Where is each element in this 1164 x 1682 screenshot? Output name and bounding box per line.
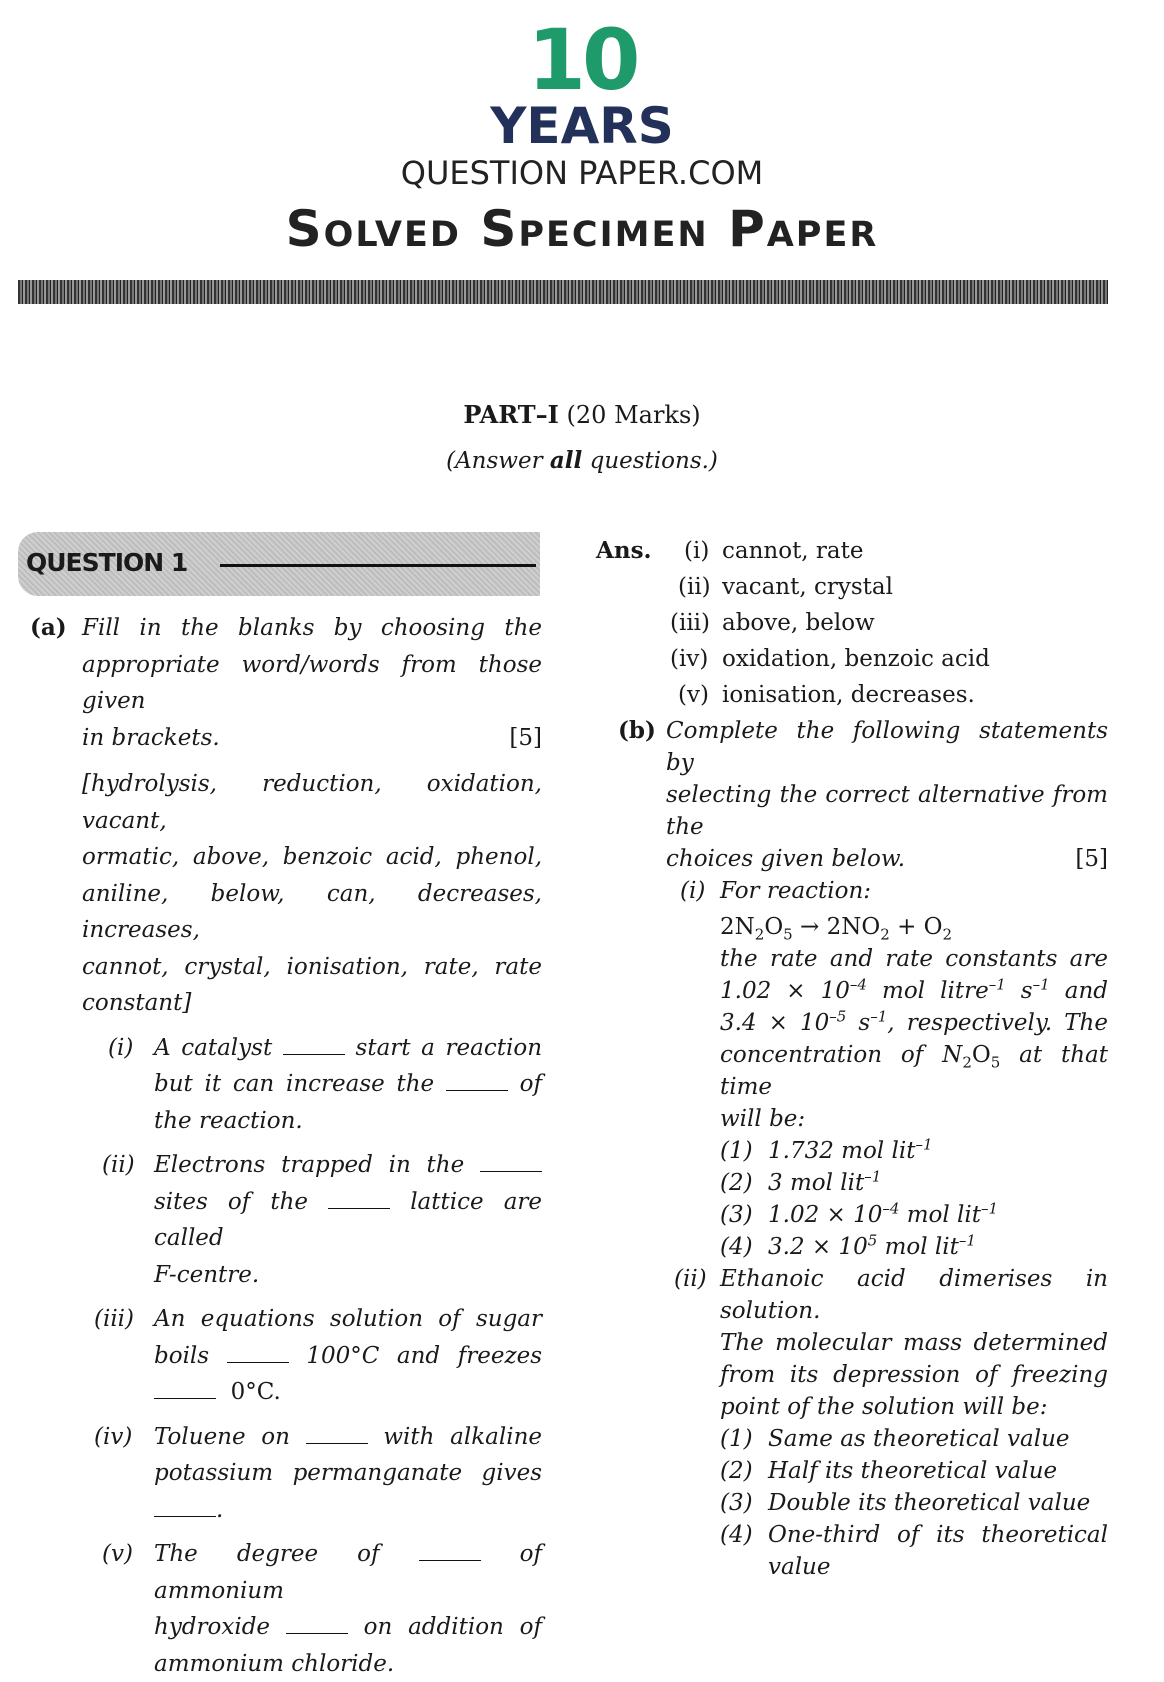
text-fragment: mol lit [877,1234,959,1260]
fill-item-i [30,1030,542,1140]
fill-item-iii [30,1301,542,1411]
answer-label: (v) [678,677,709,713]
question-a-label: (a) [30,610,67,647]
text-fragment: Same as theoretical value [768,1426,1070,1452]
mcq-option [720,1455,1108,1487]
mcq-option [720,1487,1108,1519]
text-fragment: s [846,1010,870,1036]
answer-text: vacant, crystal [722,574,893,600]
text-fragment: One-third of its theoretical [768,1519,1108,1551]
blank [154,1380,216,1399]
item-text: Toluene on [154,1424,290,1450]
mcq-option [720,1423,1108,1455]
item-text: 100°C and freezes [306,1343,542,1369]
blank [446,1072,508,1091]
text-fragment: Double its theoretical value [768,1490,1090,1516]
part-instruction [0,446,1164,476]
item-line [154,1184,542,1257]
item-line: the reaction. [154,1103,542,1140]
mcq-option [720,1231,1108,1263]
item-line: F-centre. [154,1257,542,1294]
mcq-label: (i) [680,875,705,907]
mcq-line: will be: [720,1103,1108,1135]
blank [227,1344,289,1363]
text-fragment: (2) [720,1167,753,1199]
text-fragment: 5 [991,1054,1001,1072]
answer-label: (iii) [670,605,710,641]
text-fragment: , respectively. The [887,1010,1108,1036]
text-fragment: –1 [1033,975,1050,993]
answer-label: (i) [684,533,709,569]
item-text: of [520,1071,542,1097]
word-bank-line: aniline, below, can, decreases, increases, [82,876,542,949]
item-label: (v) [102,1536,133,1573]
item-label: (iv) [94,1419,132,1456]
part-heading [0,400,1164,430]
question-b-line3: choices given below. [666,846,905,872]
logo-site-name: QUESTION PAPER.COM [0,155,1164,191]
word-bank-line: cannot, crystal, ionisation, rate, rate [82,949,542,986]
item-line [154,1066,542,1103]
text-fragment: (4) [720,1519,753,1551]
answer-label: (iv) [670,641,708,677]
text-fragment: 1.02 × 10 [768,1202,882,1228]
question-a [30,610,542,1022]
text-fragment: (3) [720,1487,753,1519]
item-text: The degree of [154,1541,380,1567]
mcq-i [666,875,1108,1263]
question-b-marks: [5] [1075,843,1108,875]
item-line [154,1374,542,1411]
item-text: of ammonium [154,1541,542,1604]
blank [283,1036,345,1055]
item-text: . [216,1497,223,1523]
item-line [154,1492,542,1529]
answer-text: oxidation, benzoic acid [722,646,990,672]
text-fragment: O [764,914,783,940]
text-fragment: 3.2 × 10 [768,1234,868,1260]
mcq-option [720,1167,1108,1199]
logo-number: 10 [0,18,1164,102]
text-fragment: 1.02 × 10 [720,978,850,1004]
fill-item-iv [30,1419,542,1529]
mcq-line [720,975,1108,1007]
text-fragment: → 2NO [793,914,881,940]
question-b-line [666,843,1108,875]
fill-item-ii [30,1147,542,1293]
fill-item-v [30,1536,542,1682]
answers-label: Ans. [596,533,652,569]
right-column [596,533,1108,1583]
item-text: A catalyst [154,1035,272,1061]
text-fragment: –1 [959,1231,976,1249]
item-text: but it can increase the [154,1071,434,1097]
answer-text: ionisation, decreases. [722,682,975,708]
item-label: (ii) [102,1147,135,1184]
question-heading: QUESTION 1 [26,548,187,577]
item-line: potassium permanganate gives [154,1455,542,1492]
text-fragment: 5 [783,926,793,944]
question-b-line: selecting the correct alternative from the [666,779,1108,843]
text-fragment: at that time [720,1042,1108,1100]
blank [480,1153,542,1172]
mcq-option [720,1519,1108,1583]
logo-years: YEARS [0,100,1164,152]
text-fragment: –1 [870,1007,887,1025]
mcq-line: Ethanoic acid dimerises in solution. [720,1263,1108,1327]
question-heading-bar [18,532,540,596]
text-fragment: (2) [720,1455,753,1487]
item-text: with alkaline [383,1424,542,1450]
mcq-line: from its depression of freezing [720,1359,1108,1391]
item-text: Electrons trapped in the [154,1152,464,1178]
text-fragment: concentration of N [720,1042,962,1068]
word-bank-line: constant] [82,985,542,1022]
text-fragment: value [768,1551,1108,1583]
question-a-line: Fill in the blanks by choosing the [82,610,542,647]
text-fragment: (1) [720,1135,753,1167]
text-fragment: –1 [864,1167,881,1185]
mcq-line: The molecular mass determined [720,1327,1108,1359]
item-line [154,1536,542,1609]
text-fragment: 2 [943,926,953,944]
blank [306,1425,368,1444]
question-b [596,715,1108,1583]
part-marks: (20 Marks) [567,401,701,429]
item-line: An equations solution of sugar [154,1301,542,1338]
text-fragment: –4 [882,1199,899,1217]
answer-label: (ii) [678,569,711,605]
blank [286,1615,348,1634]
mcq-option [720,1135,1108,1167]
text-fragment: 3 mol lit [768,1170,864,1196]
answer-item [684,533,1108,569]
text-fragment: (4) [720,1231,753,1263]
text-fragment: –1 [981,1199,998,1217]
text-fragment: 1.732 mol lit [768,1138,915,1164]
answer-item [684,605,1108,641]
answers [596,533,1108,713]
item-line [154,1609,542,1646]
item-line [154,1030,542,1067]
blank [154,1498,216,1517]
text-fragment: –5 [829,1007,846,1025]
item-line: ammonium chloride. [154,1646,542,1682]
text-fragment: –1 [989,975,1006,993]
question-a-line3: in brackets. [82,725,220,751]
text-fragment: and [1050,978,1108,1004]
text-fragment: O [972,1042,991,1068]
instruction-bold: all [550,447,582,474]
answer-item [684,677,1108,713]
text-fragment: mol lit [899,1202,981,1228]
text-fragment: Half its theoretical value [768,1458,1057,1484]
item-line [154,1147,542,1184]
word-bank-line: [hydrolysis, reduction, oxidation, vacant, [82,766,542,839]
mcq-line [720,1039,1108,1103]
item-text: start a reaction [356,1035,542,1061]
instruction-prefix: (Answer [446,448,550,474]
item-text: lattice are called [154,1189,542,1252]
answer-item [684,641,1108,677]
question-a-line: appropriate word/words from those given [82,647,542,720]
answer-text: above, below [722,610,875,636]
mcq-option [720,1199,1108,1231]
word-bank-line: ormatic, above, benzoic acid, phenol, [82,839,542,876]
text-fragment: 2 [962,1054,972,1072]
text-fragment: –1 [915,1135,932,1153]
text-fragment: 2N [720,914,755,940]
question-a-marks: [5] [509,720,542,757]
item-label: (i) [108,1030,133,1067]
answer-text: cannot, rate [722,538,864,564]
text-fragment: (3) [720,1199,753,1231]
question-b-line: Complete the following statements by [666,715,1108,779]
text-fragment: + O [890,914,943,940]
blank [419,1542,481,1561]
mcq-ii [666,1263,1108,1583]
mcq-line: the rate and rate constants are [720,943,1108,975]
item-text: 0°C. [231,1379,281,1405]
mcq-line: For reaction: [720,875,1108,907]
text-fragment: (1) [720,1423,753,1455]
text-fragment: 3.4 × 10 [720,1010,829,1036]
answer-item [684,569,1108,605]
item-text: sites of the [154,1189,308,1215]
question-a-line [82,720,542,757]
item-line [154,1419,542,1456]
text-fragment: mol litre [867,978,989,1004]
item-text: boils [154,1343,209,1369]
text-fragment: s [1006,978,1033,1004]
text-fragment: 5 [868,1231,878,1249]
item-line [154,1338,542,1375]
instruction-suffix: questions.) [582,448,718,474]
mcq-label: (ii) [674,1263,707,1295]
text-fragment: –4 [850,975,867,993]
part-title: PART–I [463,400,559,429]
question-b-label: (b) [618,715,656,747]
question-heading-rule [220,564,536,567]
item-label: (iii) [94,1301,134,1338]
reaction-equation [720,911,1108,943]
banner-title: Solved Specimen Paper [0,198,1164,260]
item-text: on addition of [364,1614,542,1640]
banner-divider [18,280,1108,304]
item-text: hydroxide [154,1614,270,1640]
text-fragment: 2 [755,926,765,944]
blank [328,1190,390,1209]
mcq-line: point of the solution will be: [720,1391,1108,1423]
mcq-line [720,1007,1108,1039]
left-column [30,610,542,1682]
text-fragment: 2 [880,926,890,944]
